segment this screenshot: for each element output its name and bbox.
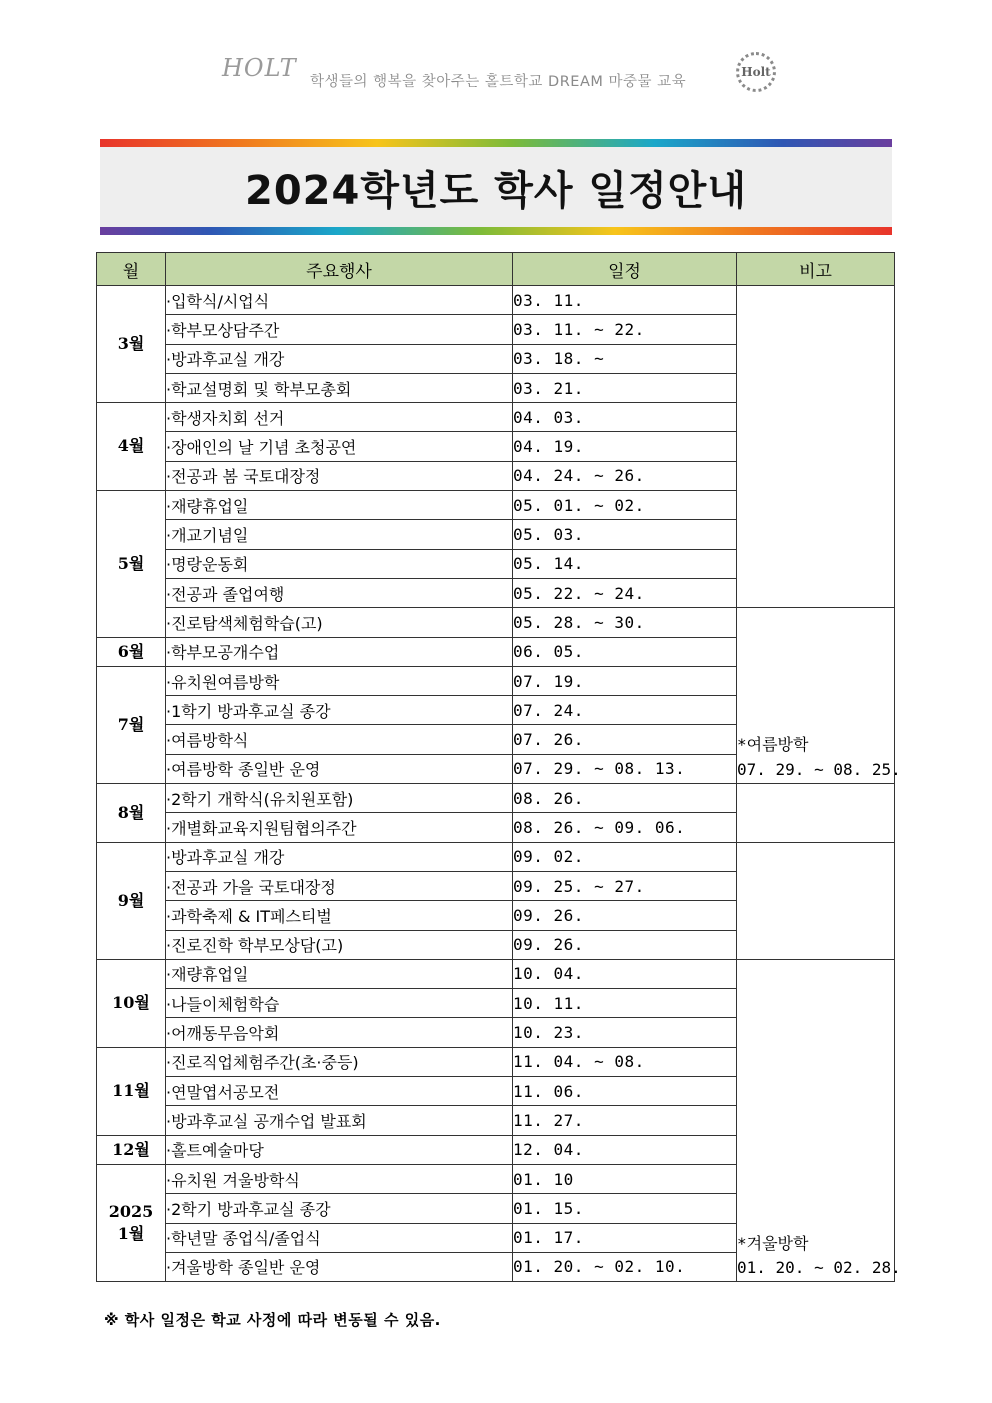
month-cell-december: 12월 [97, 1135, 166, 1164]
month-cell-november: 11월 [97, 1047, 166, 1135]
event-cell: ·진로탐색체험학습(고) [166, 608, 513, 637]
date-cell: 05. 14. [513, 549, 737, 578]
header-note: 비고 [737, 253, 895, 286]
event-cell: ·전공과 봄 국토대장정 [166, 461, 513, 490]
date-cell: 10. 11. [513, 989, 737, 1018]
header-month: 월 [97, 253, 166, 286]
month-cell-july: 7월 [97, 666, 166, 783]
event-cell: ·전공과 졸업여행 [166, 578, 513, 607]
table-header-row [97, 253, 895, 286]
date-cell: 07. 24. [513, 696, 737, 725]
footnote: ※ 학사 일정은 학교 사정에 따라 변동될 수 있음. [104, 1311, 441, 1329]
rainbow-stripe-top [100, 139, 892, 147]
date-cell: 06. 05. [513, 637, 737, 666]
month-cell-may: 5월 [97, 491, 166, 637]
month-year: 2025 [108, 1201, 154, 1221]
date-cell: 11. 04. ~ 08. [513, 1047, 737, 1076]
note-cell-empty [737, 286, 895, 608]
table-row [97, 842, 895, 871]
event-cell: ·2학기 방과후교실 종강 [166, 1194, 513, 1223]
event-cell: ·진로직업체험주간(초·중등) [166, 1047, 513, 1076]
event-cell: ·입학식/시업식 [166, 286, 513, 315]
event-cell: ·여름방학식 [166, 725, 513, 754]
event-cell: ·학부모상담주간 [166, 315, 513, 344]
header-date: 일정 [513, 253, 737, 286]
date-cell: 04. 19. [513, 432, 737, 461]
winter-vacation-label: *겨울방학 [737, 1233, 809, 1253]
month-cell-september: 9월 [97, 842, 166, 959]
date-cell: 11. 06. [513, 1077, 737, 1106]
event-cell: ·방과후교실 개강 [166, 344, 513, 373]
date-cell: 01. 15. [513, 1194, 737, 1223]
event-cell: ·여름방학 종일반 운영 [166, 754, 513, 783]
date-cell: 03. 18. ~ [513, 344, 737, 373]
event-cell: ·방과후교실 공개수업 발표회 [166, 1106, 513, 1135]
table-row [97, 959, 895, 988]
event-cell: ·홀트예술마당 [166, 1135, 513, 1164]
date-cell: 05. 01. ~ 02. [513, 491, 737, 520]
date-cell: 08. 26. ~ 09. 06. [513, 813, 737, 842]
date-cell: 01. 10 [513, 1164, 737, 1193]
note-cell-empty [737, 842, 895, 959]
note-cell-winter [737, 959, 901, 1281]
date-cell: 04. 24. ~ 26. [513, 461, 737, 490]
event-cell: ·재량휴업일 [166, 491, 513, 520]
date-cell: 05. 03. [513, 520, 737, 549]
date-cell: 05. 28. ~ 30. [513, 608, 737, 637]
month-label: 1월 [117, 1224, 145, 1243]
event-cell: ·명랑운동회 [166, 549, 513, 578]
summer-vacation-label: *여름방학 [737, 735, 809, 755]
note-cell-empty [737, 784, 895, 843]
event-cell: ·개별화교육지원팀협의주간 [166, 813, 513, 842]
month-cell-october: 10월 [97, 959, 166, 1047]
rainbow-stripe-bottom [100, 227, 892, 235]
date-cell: 09. 26. [513, 901, 737, 930]
holt-logo: HOLT [222, 54, 297, 82]
date-cell: 05. 22. ~ 24. [513, 578, 737, 607]
event-cell: ·겨울방학 종일반 운영 [166, 1252, 513, 1281]
date-cell: 10. 04. [513, 959, 737, 988]
note-cell-summer [737, 608, 901, 784]
header-event: 주요행사 [166, 253, 513, 286]
table-row [97, 608, 895, 637]
date-cell: 07. 26. [513, 725, 737, 754]
page-header [222, 50, 782, 100]
event-cell: ·2학기 개학식(유치원포함) [166, 784, 513, 813]
date-cell: 09. 02. [513, 842, 737, 871]
holt-badge-logo: Holt [736, 52, 776, 92]
event-cell: ·학교설명회 및 학부모총회 [166, 373, 513, 402]
event-cell: ·나들이체험학습 [166, 989, 513, 1018]
event-cell: ·전공과 가을 국토대장정 [166, 871, 513, 900]
event-cell: ·어깨동무음악회 [166, 1018, 513, 1047]
event-cell: ·학년말 종업식/졸업식 [166, 1223, 513, 1252]
date-cell: 01. 17. [513, 1223, 737, 1252]
month-cell-january [97, 1164, 166, 1281]
event-cell: ·개교기념일 [166, 520, 513, 549]
summer-vacation-dates: 07. 29. ~ 08. 25. [737, 760, 901, 780]
event-cell: ·진로진학 학부모상담(고) [166, 930, 513, 959]
event-cell: ·재량휴업일 [166, 959, 513, 988]
date-cell: 01. 20. ~ 02. 10. [513, 1252, 737, 1281]
month-cell-august: 8월 [97, 784, 166, 843]
date-cell: 12. 04. [513, 1135, 737, 1164]
date-cell: 07. 29. ~ 08. 13. [513, 754, 737, 783]
event-cell: ·학생자치회 선거 [166, 403, 513, 432]
date-cell: 03. 21. [513, 373, 737, 402]
winter-vacation-dates: 01. 20. ~ 02. 28. [737, 1258, 901, 1278]
date-cell: 09. 26. [513, 930, 737, 959]
schedule-table [96, 252, 901, 1282]
date-cell: 11. 27. [513, 1106, 737, 1135]
school-slogan: 학생들의 행복을 찾아주는 홀트학교 DREAM 마중물 교육 [310, 74, 687, 90]
table-row [97, 784, 895, 813]
date-cell: 03. 11. [513, 286, 737, 315]
event-cell: ·유치원여름방학 [166, 666, 513, 695]
event-cell: ·방과후교실 개강 [166, 842, 513, 871]
page-title: 2024학년도 학사 일정안내 [245, 167, 747, 214]
date-cell: 08. 26. [513, 784, 737, 813]
month-cell-june: 6월 [97, 637, 166, 666]
event-cell: ·과학축제 & IT페스티벌 [166, 901, 513, 930]
event-cell: ·연말엽서공모전 [166, 1077, 513, 1106]
date-cell: 10. 23. [513, 1018, 737, 1047]
date-cell: 03. 11. ~ 22. [513, 315, 737, 344]
month-cell-march: 3월 [97, 286, 166, 403]
title-background [100, 147, 892, 227]
event-cell: ·학부모공개수업 [166, 637, 513, 666]
event-cell: ·1학기 방과후교실 종강 [166, 696, 513, 725]
table-row [97, 286, 895, 315]
date-cell: 07. 19. [513, 666, 737, 695]
date-cell: 09. 25. ~ 27. [513, 871, 737, 900]
title-banner [100, 139, 892, 235]
event-cell: ·유치원 겨울방학식 [166, 1164, 513, 1193]
month-cell-april: 4월 [97, 403, 166, 491]
date-cell: 04. 03. [513, 403, 737, 432]
event-cell: ·장애인의 날 기념 초청공연 [166, 432, 513, 461]
